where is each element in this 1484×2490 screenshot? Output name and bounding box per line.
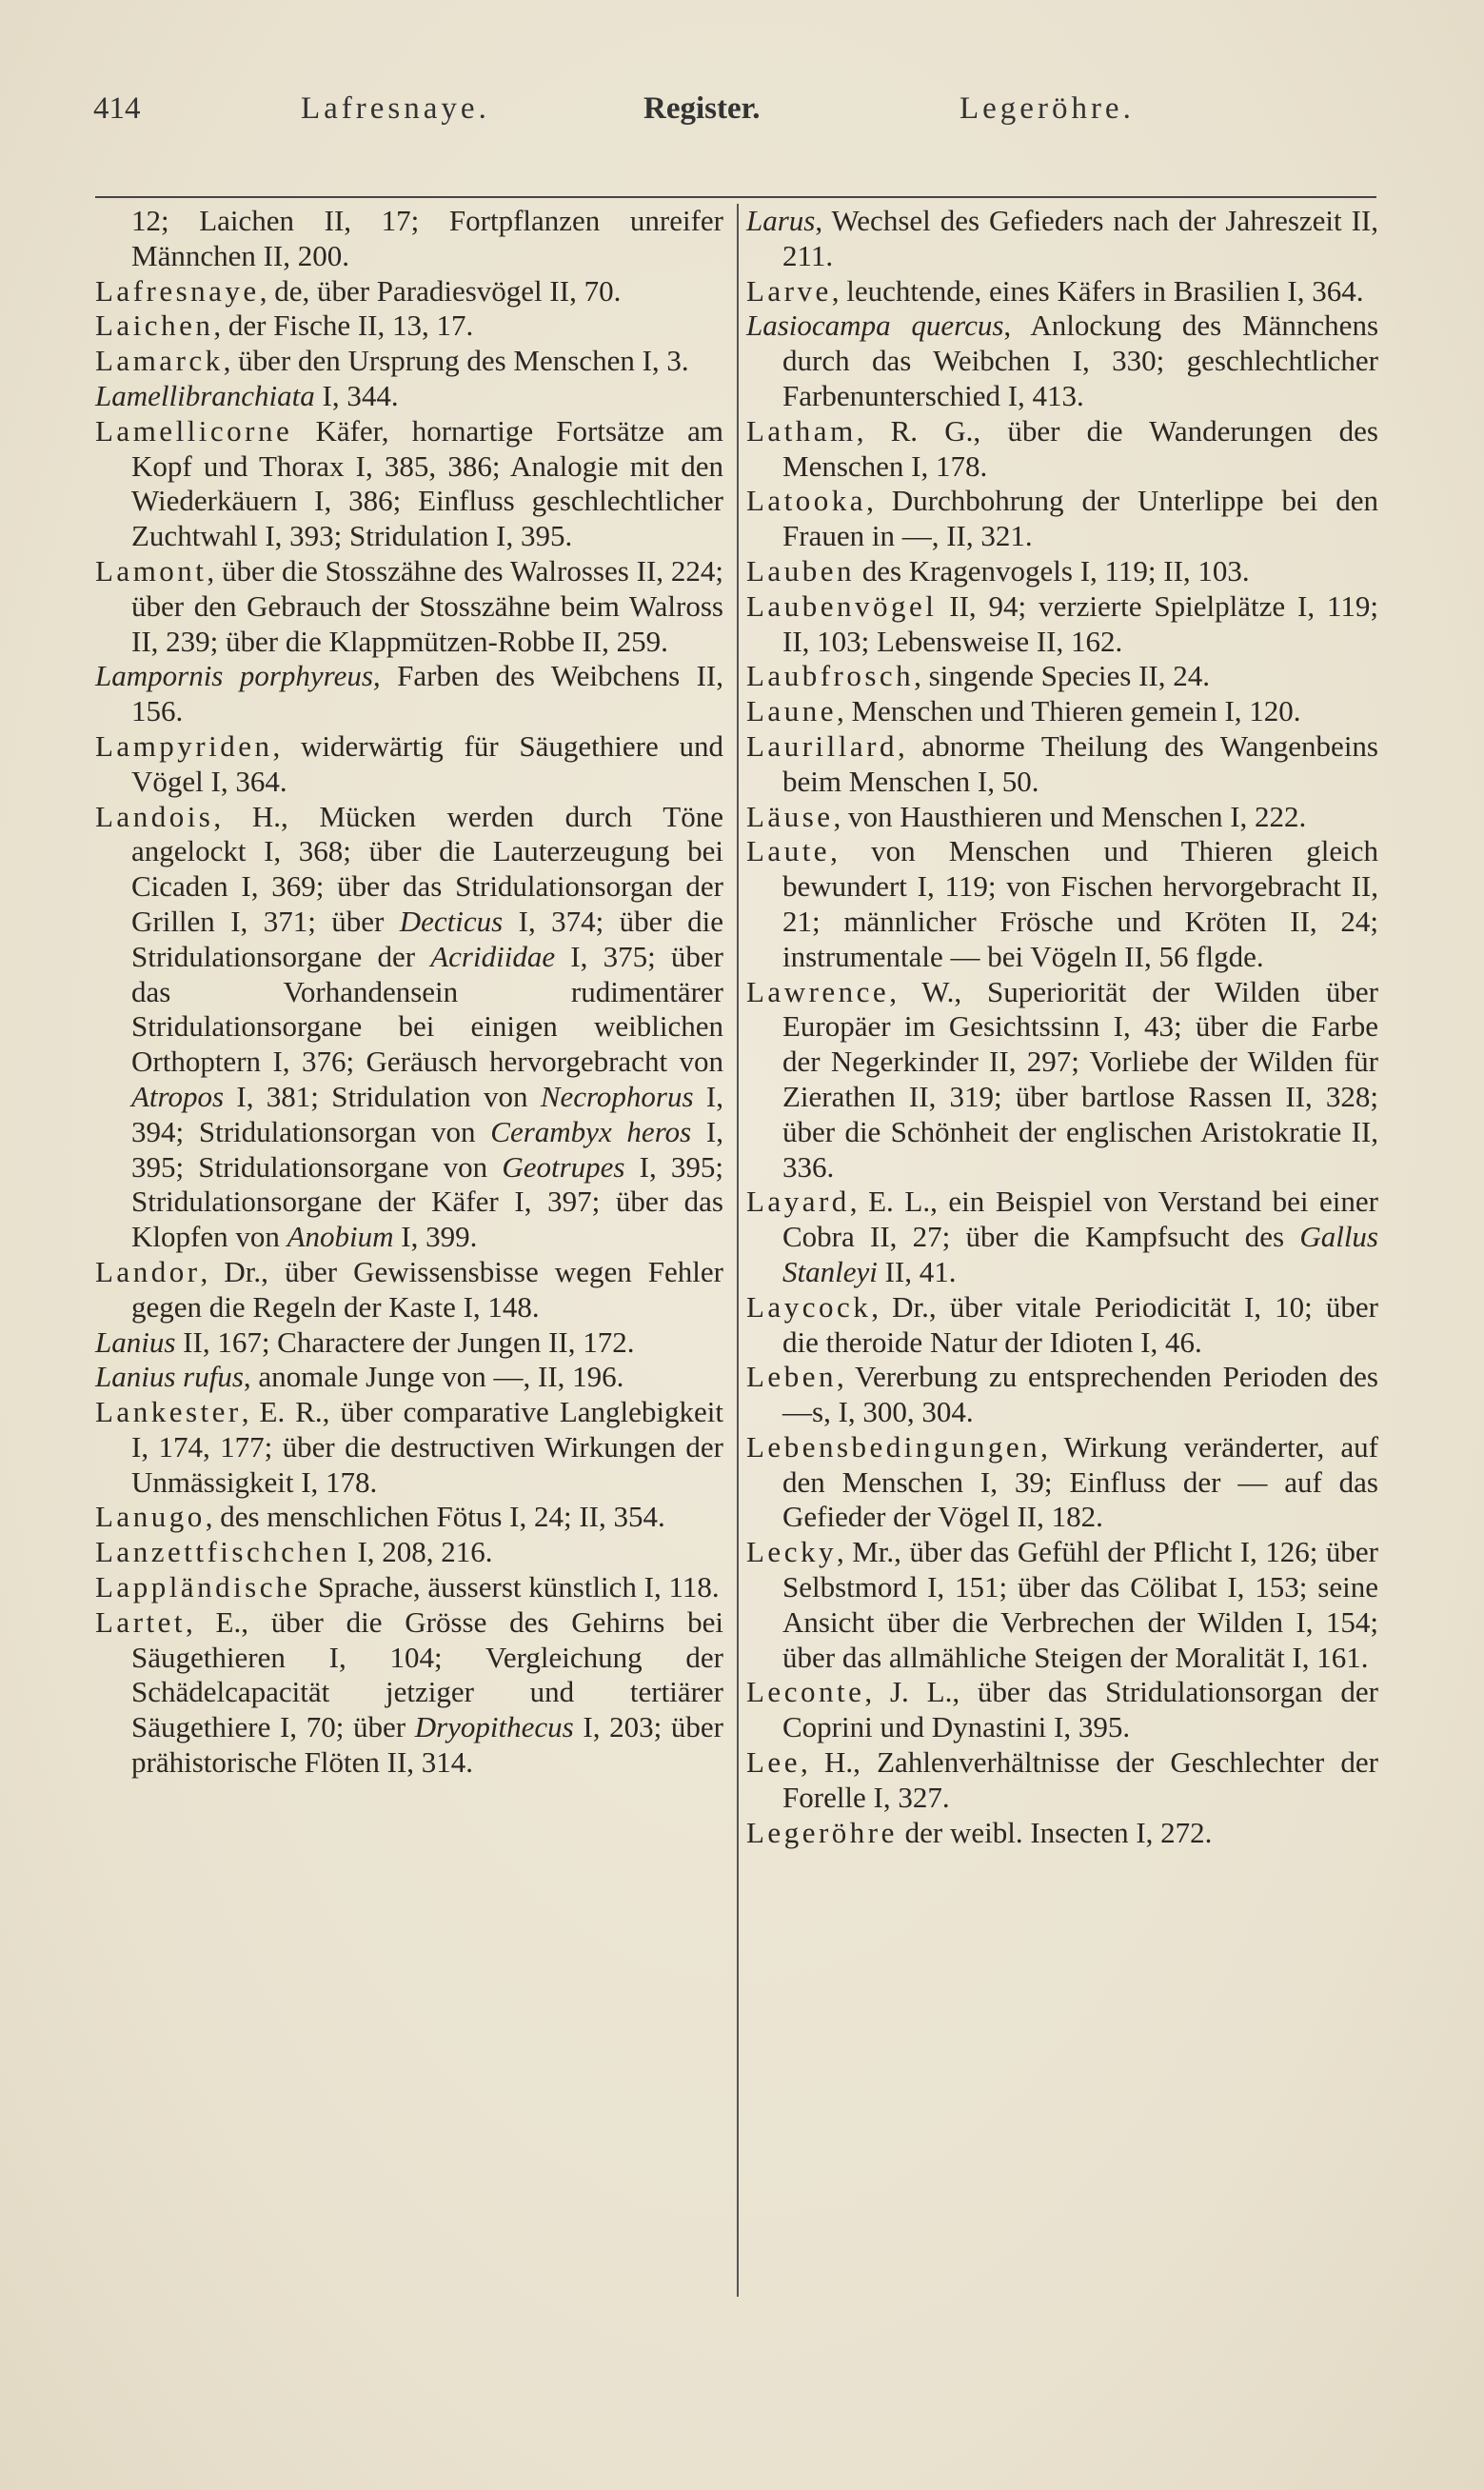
entry-text: , E. L., ein Beispiel von Verstand bei einer Cobra II, 27; über die Kampfsucht des <box>782 1185 1378 1254</box>
header-left-keyword: Lafresnaye. <box>301 91 490 126</box>
entry-text: I, 395; Stridulationsorgane der Käfer I, 397; über das Klopfen von <box>131 1149 723 1254</box>
entry-text: , Anlockung des Männchens durch das Weibchen I, 330; geschlechtlicher Farbenunterschied I, 413. <box>782 309 1379 412</box>
index-entry <box>746 204 1378 274</box>
header-rule <box>95 196 1376 198</box>
index-entry <box>746 1745 1378 1816</box>
entry-headword: Legeröhre <box>746 1815 898 1849</box>
entry-headword: Laycock <box>746 1289 872 1324</box>
index-entry <box>746 1430 1378 1535</box>
entry-headword: Lanius rufus <box>95 1360 244 1394</box>
index-entry <box>95 309 723 344</box>
index-entry <box>746 309 1378 413</box>
entry-text: , H., Zahlenverhältnisse der Geschlechter der Forelle I, 327. <box>782 1745 1378 1814</box>
entry-text: , leuchtende, eines Käfers in Brasilien I, 364. <box>831 273 1364 308</box>
index-entry <box>746 414 1378 485</box>
entry-text: I, 381; Stridulation von <box>224 1079 541 1113</box>
entry-text: I, 374; über die Stridulationsorgane der <box>131 904 723 973</box>
index-entry <box>95 1360 723 1395</box>
entry-text: Atropos <box>131 1079 225 1113</box>
entry-headword: Lecky <box>746 1535 837 1569</box>
entry-text: I, 399. <box>393 1220 478 1254</box>
index-entry <box>746 1535 1378 1675</box>
index-entry <box>95 274 723 309</box>
entry-headword: Lafresnaye <box>95 273 260 308</box>
index-entry <box>95 800 723 1255</box>
index-entry <box>746 694 1378 729</box>
entry-text: , J. L., über das Stridulationsorgan der Coprini und Dynastini I, 395. <box>782 1675 1378 1744</box>
entry-text: , R. G., über die Wanderungen des Menschen I, 178. <box>782 413 1378 483</box>
index-entry <box>95 1395 723 1500</box>
index-entry <box>95 1570 723 1605</box>
entry-headword: Laune <box>746 694 837 728</box>
index-entry <box>746 1290 1378 1361</box>
entry-text: der weibl. Insecten I, 272. <box>897 1815 1213 1849</box>
index-entry <box>95 554 723 659</box>
index-entry <box>95 379 723 414</box>
entry-text: Dryopithecus <box>414 1710 574 1744</box>
index-entry <box>746 729 1378 800</box>
index-entry <box>746 1185 1378 1289</box>
entry-text: I, 375; über das Vorhandensein rudimentärer Stridulationsorgane bei einigen weiblichen Orthoptern I, 376; Geräusch hervorgebracht von <box>131 939 723 1079</box>
index-entry <box>746 1360 1378 1430</box>
entry-text: Cerambyx heros <box>490 1114 692 1148</box>
entry-text: , von Hausthieren und Menschen I, 222. <box>833 799 1307 833</box>
entry-headword: Landor <box>95 1254 201 1288</box>
entry-headword: Laubenvögel <box>746 588 938 623</box>
entry-headword: Lanius <box>95 1325 176 1359</box>
entry-text: Farben des Weibchens II, 156. <box>131 659 723 728</box>
index-entry <box>95 1500 723 1535</box>
entry-text: II, 41. <box>877 1254 957 1288</box>
entry-text: 12; Laichen II, 17; Fortpflanzen unreifer Männchen II, 200. <box>131 204 723 272</box>
entry-headword: Landois <box>95 799 214 833</box>
entry-text: , über den Ursprung des Menschen I, 3. <box>223 344 689 378</box>
left-column <box>95 204 723 1781</box>
entry-text: II, 167; Charactere der Jungen II, 172. <box>175 1325 635 1359</box>
index-entry <box>746 274 1378 309</box>
entry-headword: Layard <box>746 1185 850 1219</box>
entry-text: Käfer, hornartige Fortsätze am Kopf und Thorax I, 385, 386; Analogie mit den Wiederkäuern I, 386; Einfluss geschlechtlicher Zuchtwahl I, 393; Stridulation I, 395. <box>131 413 723 553</box>
header-right-keyword: Legeröhre. <box>960 91 1135 126</box>
entry-text: , Dr., über vitale Periodicität I, 10; über die theroide Natur der Idioten I, 46. <box>782 1289 1378 1359</box>
index-entry <box>746 484 1378 554</box>
entry-text: I, 203; über prähistorische Flöten II, 314. <box>131 1710 723 1780</box>
entry-headword: Lappländische <box>95 1570 311 1604</box>
index-entry <box>95 1535 723 1570</box>
entry-text: , Wechsel des Gefieders nach der Jahreszeit II, 211. <box>782 204 1378 272</box>
entry-headword: Lawrence <box>746 974 890 1008</box>
index-entry <box>746 1675 1378 1745</box>
index-entry <box>95 659 723 729</box>
entry-headword: Laubfrosch <box>746 659 915 693</box>
entry-headword: Lamarck <box>95 344 224 378</box>
entry-text: I, 395; Stridulationsorgane von <box>131 1114 723 1184</box>
entry-text: , des menschlichen Fötus I, 24; II, 354. <box>205 1500 665 1534</box>
entry-text: Geotrupes <box>502 1149 625 1184</box>
entry-text: Acridiidae <box>430 939 556 973</box>
index-entry <box>746 659 1378 694</box>
entry-headword: Larus <box>746 204 816 237</box>
entry-text: Gallus Stanleyi <box>782 1220 1378 1288</box>
entry-headword: Lanugo <box>95 1500 206 1534</box>
entry-headword: Laurillard <box>746 728 898 763</box>
entry-headword: Lebensbedingungen <box>746 1429 1041 1464</box>
index-entry <box>95 344 723 379</box>
entry-headword: Läuse <box>746 799 834 833</box>
entry-text: , E., über die Grösse des Gehirns bei Säugethieren I, 104; Vergleichung der Schädelcapacität jetziger und tertiärer Säugethiere I, 70; über <box>131 1604 723 1744</box>
index-entry <box>746 554 1378 589</box>
entry-text: Necrophorus <box>540 1079 694 1113</box>
entry-headword: Lauben <box>746 553 855 588</box>
index-entry <box>746 975 1378 1185</box>
index-entry <box>95 1325 723 1361</box>
entry-text: , Dr., über Gewissensbisse wegen Fehler gegen die Regeln der Kaste I, 148. <box>131 1254 723 1324</box>
entry-text: , widerwärtig für Säugethiere und Vögel I, 364. <box>131 728 723 798</box>
index-entry <box>95 204 723 274</box>
index-entry <box>746 834 1378 974</box>
entry-text: , E. R., über comparative Langlebigkeit I, 174, 177; über die destructiven Wirkungen der Unmässigkeit I, 178. <box>131 1395 723 1499</box>
column-divider <box>737 204 739 2297</box>
entry-text: Sprache, äusserst künstlich I, 118. <box>310 1570 720 1604</box>
index-entry <box>746 800 1378 835</box>
entry-headword: Lampyriden <box>95 728 273 763</box>
entry-headword: Laute <box>746 834 831 868</box>
right-column <box>746 204 1378 1850</box>
entry-text: , Mr., über das Gefühl der Pflicht I, 126; über Selbstmord I, 151; über das Cölibat I, 153; seine Ansicht über die Verbrechen der Wilden I, 154; über das allmähliche Steigen der Moralität I, 161. <box>782 1535 1378 1674</box>
entry-headword: Lampornis porphyreus, <box>95 659 381 693</box>
entry-headword: Lanzettfischchen <box>95 1535 350 1569</box>
entry-text: , der Fische II, 13, 17. <box>213 309 474 343</box>
page-number: 414 <box>93 91 141 126</box>
entry-text: , abnorme Theilung des Wangenbeins beim Menschen I, 50. <box>782 728 1378 798</box>
index-entry <box>95 729 723 800</box>
entry-headword: Lamellicorne <box>95 413 293 448</box>
entry-headword: Lasiocampa quercus <box>746 309 1004 343</box>
entry-text: , singende Species II, 24. <box>914 659 1210 693</box>
entry-text: I, 394; Stridulationsorgan von <box>131 1079 723 1148</box>
entry-text: , de, über Paradiesvögel II, 70. <box>259 273 622 308</box>
entry-headword: Leben <box>746 1360 837 1394</box>
entry-text: , W., Superiorität der Wilden über Europäer im Gesichtssinn I, 43; über die Farbe der Negerkinder II, 297; Vorliebe der Wilden für Zierathen II, 319; über bartlose Rassen II, 328; über die Schönheit der englischen Aristokratie II, 336. <box>782 974 1378 1184</box>
entry-headword: Laichen <box>95 309 214 343</box>
entry-headword: Lamont <box>95 553 208 588</box>
entry-text: Decticus <box>399 904 504 938</box>
entry-text: , Menschen und Thieren gemein I, 120. <box>836 694 1301 728</box>
entry-text: Anobium <box>287 1220 394 1254</box>
entry-text: , über die Stosszähne des Walrosses II, 224; über den Gebrauch der Stosszähne beim Walross II, 239; über die Klappmützen-Robbe II, 259. <box>131 553 723 658</box>
entry-text: , Durchbohrung der Unterlippe bei den Frauen in —, II, 321. <box>782 484 1378 553</box>
entry-headword: Larve <box>746 273 832 308</box>
entry-headword: Lee <box>746 1745 801 1780</box>
index-entry <box>746 1816 1378 1851</box>
entry-text: I, 208, 216. <box>349 1535 493 1569</box>
header-section-title: Register. <box>643 91 761 126</box>
index-entry <box>746 589 1378 660</box>
entry-text: I, 344. <box>314 378 399 412</box>
entry-text: des Kragenvogels I, 119; II, 103. <box>854 553 1250 588</box>
entry-text: , H., Mücken werden durch Töne angelockt I, 368; über die Lauterzeugung bei Cicaden I, 369; über das Stridulationsorgan der Grillen I, 371; über <box>131 799 723 938</box>
index-entry <box>95 1605 723 1781</box>
entry-headword: Lankester <box>95 1395 242 1429</box>
entry-headword: Leconte <box>746 1675 865 1709</box>
running-header <box>93 91 1390 139</box>
entry-text: , Wirkung veränderter, auf den Menschen I, 39; Einfluss der — auf das Gefieder der Vögel II, 182. <box>782 1429 1378 1534</box>
entry-text: , von Menschen und Thieren gleich bewundert I, 119; von Fischen hervorgebracht II, 21; männlicher Frösche und Kröten II, 24; instrumentale — bei Vögeln II, 56 flgde. <box>782 834 1378 973</box>
entry-headword: Lartet <box>95 1604 187 1639</box>
index-entry <box>95 414 723 554</box>
entry-text: , Vererbung zu entsprechenden Perioden des —s, I, 300, 304. <box>782 1360 1378 1429</box>
entry-headword: Lamellibranchiata <box>95 378 315 412</box>
entry-headword: Latham <box>746 413 857 448</box>
entry-text: II, 94; verzierte Spielplätze I, 119; II, 103; Lebensweise II, 162. <box>782 588 1378 658</box>
index-entry <box>95 1255 723 1325</box>
entry-text: , anomale Junge von —, II, 196. <box>243 1360 624 1394</box>
entry-headword: Latooka <box>746 484 867 518</box>
